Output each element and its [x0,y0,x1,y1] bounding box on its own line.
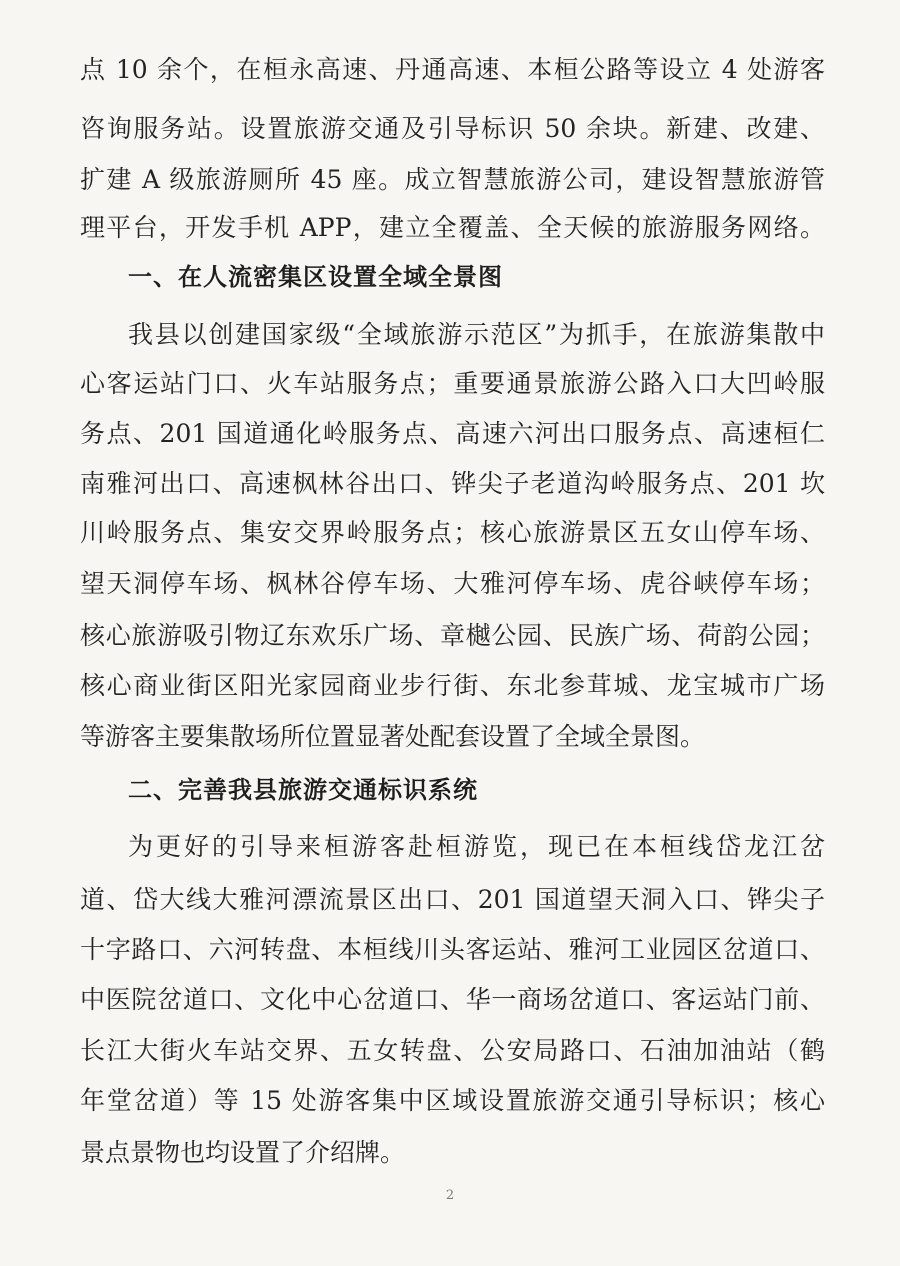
page-number: 2 [445,1188,455,1203]
body-text-line: 扩建 A 级旅游厕所 45 座。成立智慧旅游公司，建设智慧旅游管 [80,165,825,194]
section-heading: 一、在人流密集区设置全域全景图 [128,263,503,291]
body-text-line: 理平台，开发手机 APP，建立全覆盖、全天候的旅游服务网络。 [80,213,825,242]
body-text-line: 南雅河出口、高速枫林谷出口、铧尖子老道沟岭服务点、201 坎 [80,469,825,498]
body-text-line: 我县以创建国家级“全域旅游示范区”为抓手，在旅游集散中 [128,320,825,349]
body-text-line: 核心商业街区阳光家园商业步行街、东北参茸城、龙宝城市广场 [80,671,825,700]
body-text-line: 长江大街火车站交界、五女转盘、公安局路口、石油加油站（鹤 [80,1036,825,1065]
body-text-line: 等游客主要集散场所位置显著处配套设置了全域全景图。 [80,722,706,751]
body-text-line: 道、岱大线大雅河漂流景区出口、201 国道望天洞入口、铧尖子 [80,885,825,914]
body-text-line: 核心旅游吸引物辽东欢乐广场、章樾公园、民族广场、荷韵公园； [80,621,825,650]
body-text-line: 点 10 余个，在桓永高速、丹通高速、本桓公路等设立 4 处游客 [80,55,825,84]
section-heading: 二、完善我县旅游交通标识系统 [128,776,478,804]
body-text-line: 年堂岔道）等 15 处游客集中区域设置旅游交通引导标识；核心 [80,1086,825,1115]
body-text-line: 望天洞停车场、枫林谷停车场、大雅河停车场、虎谷峡停车场； [80,569,825,598]
body-text-line: 务点、201 国道通化岭服务点、高速六河出口服务点、高速桓仁 [80,419,825,448]
body-text-line: 咨询服务站。设置旅游交通及引导标识 50 余块。新建、改建、 [80,114,825,143]
body-text-line: 川岭服务点、集安交界岭服务点；核心旅游景区五女山停车场、 [80,518,825,547]
body-text-line: 十字路口、六河转盘、本桓线川头客运站、雅河工业园区岔道口、 [80,935,825,964]
body-text-line: 景点景物也均设置了介绍牌。 [80,1138,406,1167]
body-text-line: 中医院岔道口、文化中心岔道口、华一商场岔道口、客运站门前、 [80,985,825,1014]
body-text-line: 为更好的引导来桓游客赴桓游览，现已在本桓线岱龙江岔 [128,832,825,861]
body-text-line: 心客运站门口、火车站服务点；重要通景旅游公路入口大凹岭服 [80,369,825,398]
